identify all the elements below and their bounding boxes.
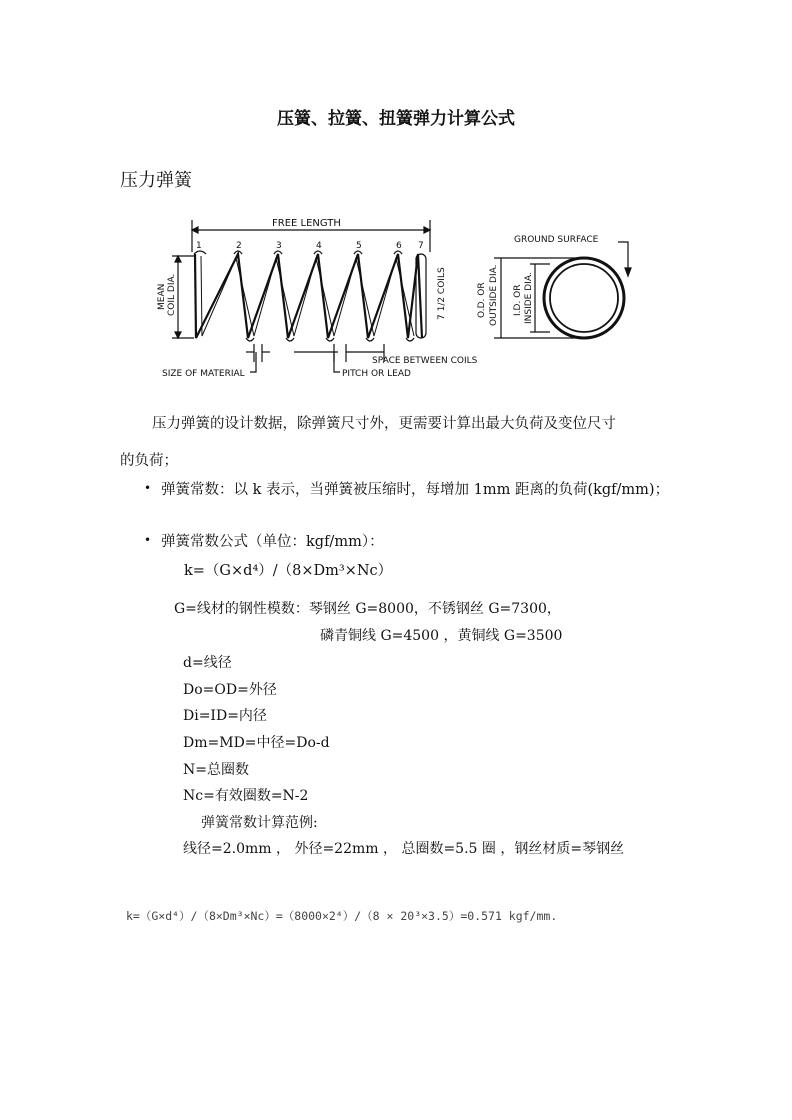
ground-surface-label: GROUND SURFACE bbox=[514, 235, 599, 245]
coil-number-7: 7 bbox=[418, 241, 424, 251]
coils-count-label: 7 1/2 COILS bbox=[437, 267, 447, 320]
definition-dm: Dm=MD=中径=Do-d bbox=[183, 735, 330, 751]
bullet-dot-1: • bbox=[144, 481, 152, 495]
coil-number-6: 6 bbox=[396, 241, 402, 251]
space-between-coils-label: SPACE BETWEEN COILS bbox=[372, 356, 478, 366]
formula: k=（G×d⁴）/（8×Dm³×Nc） bbox=[184, 563, 393, 579]
g-line-2: 磷青铜线 G=4500 ，黄铜线 G=3500 bbox=[320, 628, 563, 644]
coil-number-1: 1 bbox=[196, 241, 202, 251]
definition-do: Do=OD=外径 bbox=[183, 682, 277, 698]
inside-dia-label: INSIDE DIA. bbox=[524, 272, 534, 324]
outside-dia-label: OUTSIDE DIA. bbox=[489, 264, 499, 326]
definition-nc: Nc=有效圈数=N-2 bbox=[183, 788, 309, 804]
final-formula: k=（G×d⁴）/（8×Dm³×Nc）=（8000×2⁴）/（8 × 20³×3.5）=0.571 kgf/mm. bbox=[126, 909, 558, 923]
definition-di: Di=ID=内径 bbox=[183, 708, 267, 724]
od-or-label: O.D. OR bbox=[477, 282, 487, 318]
example-line: 线径=2.0mm ， 外径=22mm ， 总圈数=5.5 圈 ，钢丝材质=琴钢丝 bbox=[183, 841, 625, 857]
coil-number-4: 4 bbox=[316, 241, 322, 251]
coil-number-5: 5 bbox=[356, 241, 362, 251]
paragraph-line-2: 的负荷； bbox=[120, 453, 178, 469]
id-or-label: I.D. OR bbox=[513, 284, 523, 316]
page-title: 压簧、拉簧、扭簧弹力计算公式 bbox=[277, 109, 515, 129]
spring-diagram bbox=[150, 212, 650, 384]
bullet-dot-2: • bbox=[144, 533, 152, 547]
mean-label: MEAN bbox=[157, 283, 167, 310]
example-heading: 弹簧常数计算范例: bbox=[201, 815, 318, 831]
g-line-1: G=线材的钢性模数：琴钢丝 G=8000，不锈钢丝 G=7300， bbox=[174, 601, 561, 617]
section-heading: 压力弹簧 bbox=[120, 170, 192, 191]
definition-n: N=总圈数 bbox=[183, 762, 249, 778]
size-of-material-label: SIZE OF MATERIAL bbox=[162, 369, 245, 379]
coil-number-2: 2 bbox=[236, 241, 242, 251]
bullet-text-1: 弹簧常数：以 k 表示，当弹簧被压缩时，每增加 1mm 距离的负荷(kgf/mm)； bbox=[161, 482, 670, 498]
paragraph-line-1: 压力弹簧的设计数据，除弹簧尺寸外，更需要计算出最大负荷及变位尺寸 bbox=[152, 416, 616, 432]
pitch-or-lead-label: PITCH OR LEAD bbox=[342, 369, 411, 379]
definition-d: d=线径 bbox=[183, 655, 232, 671]
bullet-text-2: 弹簧常数公式（单位：kgf/mm）： bbox=[161, 534, 384, 550]
coil-dia-label: COIL DIA. bbox=[167, 273, 177, 316]
coil-number-3: 3 bbox=[276, 241, 282, 251]
free-length-label: FREE LENGTH bbox=[272, 218, 341, 229]
